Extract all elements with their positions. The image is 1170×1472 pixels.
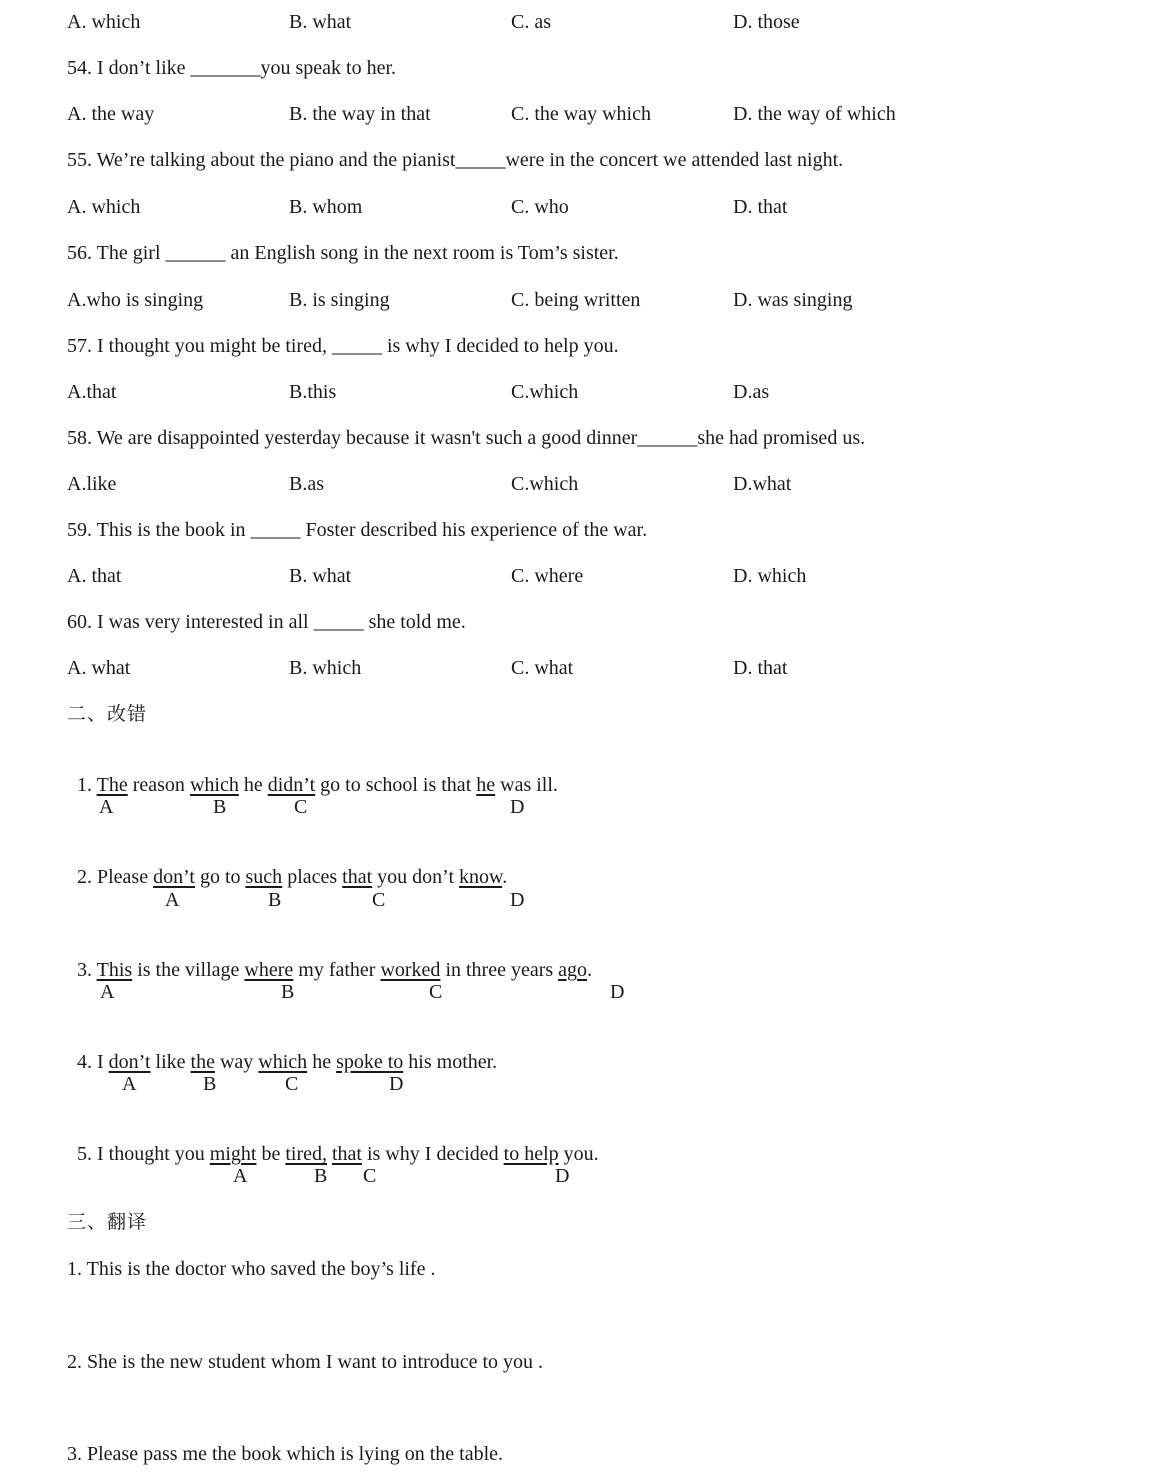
- underlined-option-b: where: [244, 959, 294, 981]
- sentence-text: places: [282, 866, 343, 888]
- sentence-text: be: [256, 1143, 286, 1165]
- q59-option-a: A. that: [67, 565, 122, 587]
- underlined-option-b: which: [189, 774, 239, 796]
- label-b: B: [314, 1165, 328, 1187]
- sentence-text: is why I decided: [362, 1143, 504, 1165]
- q54-option-a: A. the way: [67, 103, 155, 125]
- q53-option-d: D. those: [733, 11, 800, 33]
- translation-item-3: 3. Please pass me the book which is lying on the table.: [67, 1443, 504, 1465]
- underlined-option-a: don’t: [153, 866, 195, 888]
- sentence-text: was ill.: [495, 774, 558, 796]
- underlined-option-b: such: [245, 866, 283, 888]
- sentence-text: .: [587, 959, 593, 981]
- underlined-option-a: might: [209, 1143, 257, 1165]
- q56-option-b: B. is singing: [289, 289, 390, 311]
- q59-option-b: B. what: [289, 565, 352, 587]
- label-b: B: [203, 1073, 217, 1095]
- sentence-text: his mother.: [403, 1051, 498, 1073]
- sentence-text: in three years: [440, 959, 559, 981]
- correction-sentence-5: [67, 1118, 599, 1166]
- q55-option-c: C. who: [511, 196, 569, 218]
- q59-option-c: C. where: [511, 565, 584, 587]
- translation-item-2: 2. She is the new student whom I want to introduce to you .: [67, 1351, 544, 1373]
- underlined-option-d: ago: [558, 959, 588, 981]
- q56-stem: 56. The girl ______ an English song in the next room is Tom’s sister.: [67, 242, 619, 264]
- q54-option-d: D. the way of which: [733, 103, 896, 125]
- q60-stem: 60. I was very interested in all _____ she told me.: [67, 611, 466, 633]
- underlined-option-d: spoke to: [336, 1051, 404, 1073]
- q56-option-c: C. being written: [511, 289, 641, 311]
- correction-heading: 二、改错: [67, 703, 148, 725]
- label-c: C: [363, 1165, 377, 1187]
- q57-option-a: A.that: [67, 381, 117, 403]
- underlined-option-c: didn’t: [267, 774, 316, 796]
- sentence-text: he: [238, 774, 268, 796]
- sentence-text: 3.: [77, 959, 97, 981]
- sentence-text: like: [150, 1051, 191, 1073]
- label-b: B: [213, 796, 227, 818]
- sentence-text: go to: [194, 866, 246, 888]
- sentence-text: 1.: [77, 774, 97, 796]
- underlined-option-c: which: [258, 1051, 308, 1073]
- underlined-option-d: know: [459, 866, 503, 888]
- q54-option-c: C. the way which: [511, 103, 651, 125]
- label-c: C: [285, 1073, 299, 1095]
- sentence-text: 5. I thought you: [77, 1143, 210, 1165]
- q59-option-d: D. which: [733, 565, 807, 587]
- correction-sentence-1: [67, 749, 558, 797]
- correction-sentence-2: [67, 841, 507, 889]
- label-d: D: [510, 796, 525, 818]
- label-a: A: [122, 1073, 137, 1095]
- underlined-option-c: worked: [380, 959, 441, 981]
- sentence-text: he: [307, 1051, 337, 1073]
- translation-item-1: 1. This is the doctor who saved the boy’s life .: [67, 1258, 436, 1280]
- label-b: B: [281, 981, 295, 1003]
- q56-option-d: D. was singing: [733, 289, 853, 311]
- sentence-text: reason: [127, 774, 190, 796]
- correction-sentence-3: [67, 934, 592, 982]
- label-d: D: [510, 889, 525, 911]
- label-d: D: [610, 981, 625, 1003]
- label-a: A: [100, 981, 115, 1003]
- label-c: C: [429, 981, 443, 1003]
- correction-sentence-4: [67, 1026, 497, 1074]
- q54-option-b: B. the way in that: [289, 103, 431, 125]
- q53-option-b: B. what: [289, 11, 352, 33]
- sentence-text: you don’t: [372, 866, 460, 888]
- q60-option-a: A. what: [67, 657, 131, 679]
- q57-option-b: B.this: [289, 381, 337, 403]
- underlined-option-a: don’t: [108, 1051, 151, 1073]
- label-a: A: [233, 1165, 248, 1187]
- q57-option-c: C.which: [511, 381, 579, 403]
- q59-stem: 59. This is the book in _____ Foster described his experience of the war.: [67, 519, 648, 541]
- q53-option-a: A. which: [67, 11, 141, 33]
- underlined-option-a: This: [96, 959, 133, 981]
- q55-stem: 55. We’re talking about the piano and the pianist_____were in the concert we attended last night.: [67, 149, 844, 171]
- label-c: C: [294, 796, 308, 818]
- sentence-text: 4. I: [77, 1051, 109, 1073]
- sentence-text: is the village: [132, 959, 245, 981]
- underlined-option-b: the: [190, 1051, 215, 1073]
- q56-option-a: A.who is singing: [67, 289, 204, 311]
- q53-option-c: C. as: [511, 11, 551, 33]
- label-c: C: [372, 889, 386, 911]
- label-b: B: [268, 889, 282, 911]
- underlined-option-c: that: [342, 866, 373, 888]
- q58-option-a: A.like: [67, 473, 117, 495]
- q55-option-a: A. which: [67, 196, 141, 218]
- underlined-option-c: that: [332, 1143, 362, 1165]
- q54-stem: 54. I don’t like _______you speak to her.: [67, 57, 397, 79]
- underlined-option-b: tired,: [285, 1143, 327, 1165]
- q60-option-c: C. what: [511, 657, 574, 679]
- label-d: D: [389, 1073, 404, 1095]
- sentence-text: go to school is that: [315, 774, 477, 796]
- q60-option-d: D. that: [733, 657, 788, 679]
- q60-option-b: B. which: [289, 657, 362, 679]
- label-d: D: [555, 1165, 570, 1187]
- sentence-text: .: [502, 866, 508, 888]
- underlined-option-d: he: [476, 774, 496, 796]
- translation-heading: 三、翻译: [67, 1211, 148, 1233]
- label-a: A: [99, 796, 114, 818]
- underlined-option-a: The: [96, 774, 128, 796]
- label-a: A: [165, 889, 180, 911]
- q55-option-d: D. that: [733, 196, 788, 218]
- q58-option-d: D.what: [733, 473, 792, 495]
- q58-option-c: C.which: [511, 473, 579, 495]
- q55-option-b: B. whom: [289, 196, 363, 218]
- underlined-option-d: to help: [503, 1143, 559, 1165]
- q58-stem: 58. We are disappointed yesterday because it wasn't such a good dinner______she had promised us.: [67, 427, 866, 449]
- sentence-text: my father: [293, 959, 381, 981]
- q58-option-b: B.as: [289, 473, 324, 495]
- q57-option-d: D.as: [733, 381, 770, 403]
- sentence-text: way: [214, 1051, 259, 1073]
- sentence-text: you.: [558, 1143, 599, 1165]
- q57-stem: 57. I thought you might be tired, _____ is why I decided to help you.: [67, 335, 619, 357]
- sentence-text: 2. Please: [77, 866, 154, 888]
